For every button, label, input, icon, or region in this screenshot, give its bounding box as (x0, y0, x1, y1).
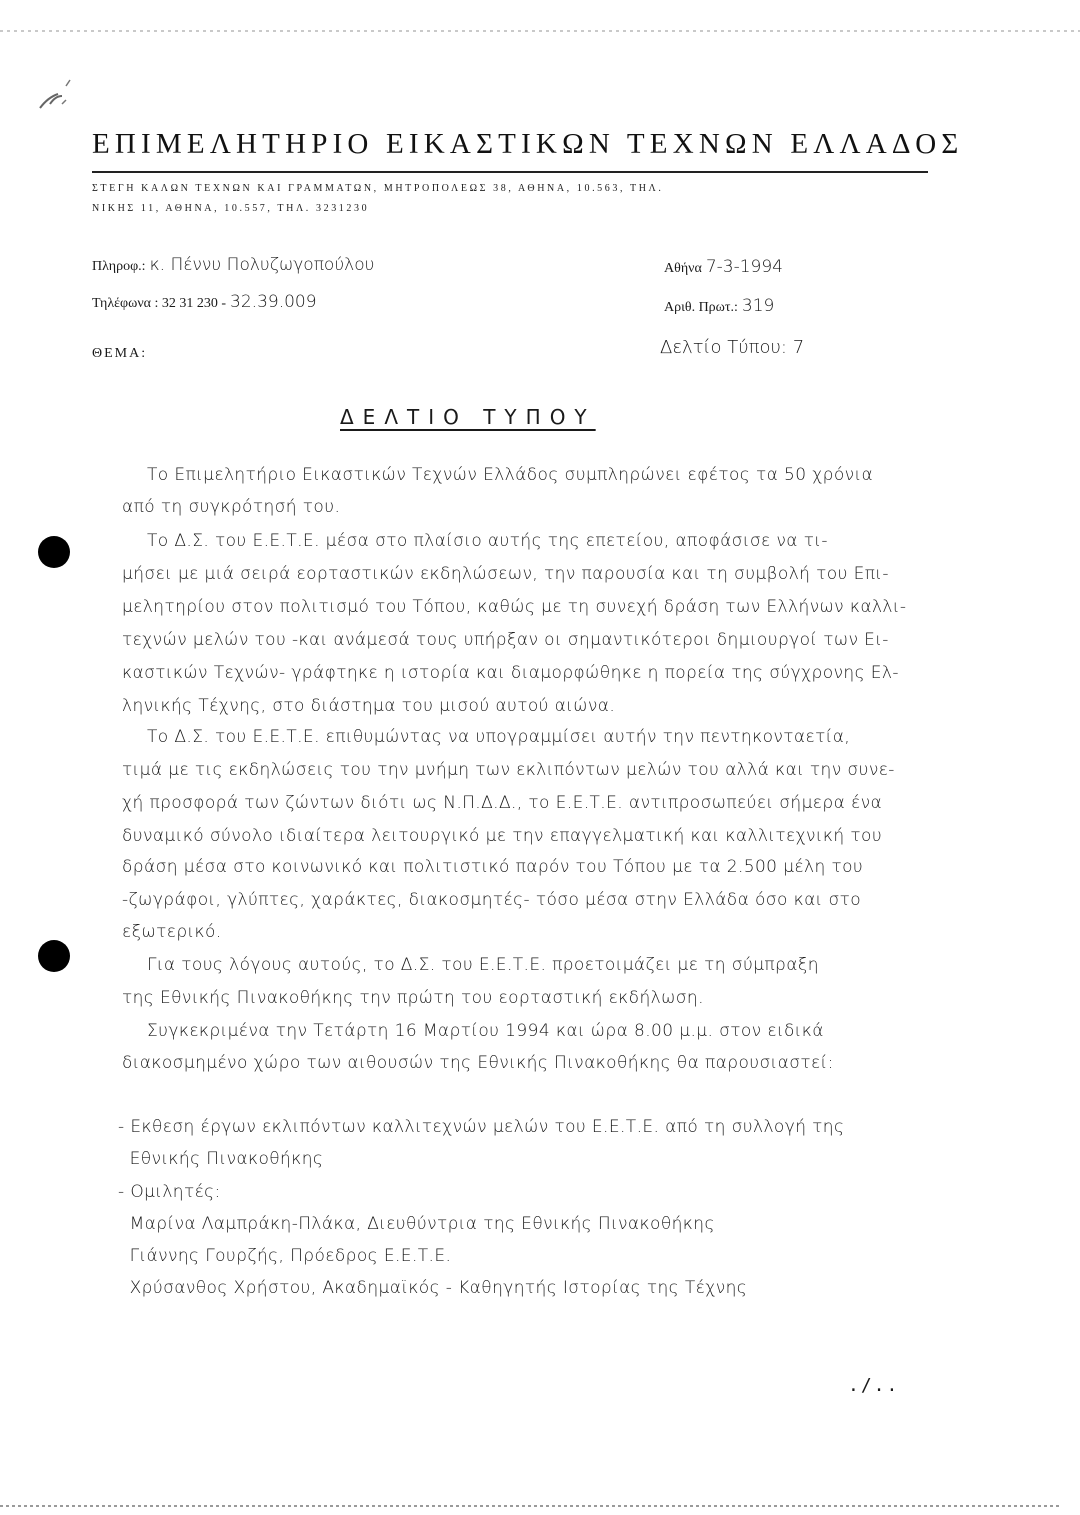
body-line: της Εθνικής Πινακοθήκης την πρώτη του εορταστική εκδήλωση. (122, 988, 704, 1008)
info-label: Πληροφ.: (92, 259, 146, 274)
document-title: ΔΕΛΤΙΟ ΤΥΠΟΥ (340, 405, 596, 429)
date-value: 7-3-1994 (705, 257, 783, 277)
info-value: κ. Πέννυ Πολυζωγοπούλου (149, 255, 375, 275)
protocol-line (664, 296, 774, 316)
program-item: - Εκθεση έργων εκλιπόντων καλλιτεχνών μελών του Ε.Ε.Τ.Ε. από τη συλλογή της (118, 1117, 845, 1137)
punch-hole-top (38, 536, 70, 568)
body-line: ληνικής Τέχνης, στο διάστημα του μισού αυτού αιώνα. (122, 696, 616, 716)
date-line (664, 257, 783, 277)
program-item: Μαρίνα Λαμπράκη-Πλάκα, Διευθύντρια της Εθνικής Πινακοθήκης (118, 1214, 715, 1234)
body-line: μήσει με μιά σειρά εορταστικών εκδηλώσεων, την παρουσία και τη συμβολή του Επι- (122, 564, 889, 584)
body-line: Το Επιμελητήριο Εικαστικών Τεχνών Ελλάδος συμπληρώνει εφέτος τα 50 χρόνια (147, 465, 874, 485)
program-item: Γιάννης Γουρζής, Πρόεδρος Ε.Ε.Τ.Ε. (118, 1246, 452, 1266)
program-item: Εθνικής Πινακοθήκης (118, 1149, 324, 1169)
body-line: από τη συγκρότησή του. (122, 497, 341, 517)
punch-hole-bottom (38, 940, 70, 972)
letterhead-rule (92, 171, 928, 173)
city-label: Αθήνα (664, 261, 702, 276)
letterhead-organization: ΕΠΙΜΕΛΗΤΗΡΙΟ ΕΙΚΑΣΤΙΚΩΝ ΤΕΧΝΩΝ ΕΛΛΑΔΟΣ (92, 128, 964, 160)
body-line: -ζωγράφοι, γλύπτες, χαράκτες, διακοσμητές- τόσο μέσα στην Ελλάδα όσο και στο (122, 890, 862, 910)
program-item: Χρύσανθος Χρήστου, Ακαδημαϊκός - Καθηγητής Ιστορίας της Τέχνης (118, 1278, 748, 1298)
body-line: τεχνών μελών του -και ανάμεσά τους υπήρξαν οι σημαντικότεροι δημιουργοί των Ει- (122, 630, 889, 650)
theme-label: ΘΕΜΑ: (92, 346, 148, 361)
body-line: δράση μέσα στο κοινωνικό και πολιτιστικό παρόν του Τόπου με τα 2.500 μέλη του (122, 857, 864, 877)
letterhead-address-1: ΣΤΕΓΗ ΚΑΛΩΝ ΤΕΧΝΩΝ ΚΑΙ ΓΡΑΜΜΑΤΩΝ, ΜΗΤΡΟΠΟΛΕΩΣ 38, ΑΘΗΝΑ, 10.563, ΤΗΛ. (92, 183, 664, 194)
body-line: χή προσφορά των ζώντων διότι ως Ν.Π.Δ.Δ., το Ε.Ε.Τ.Ε. αντιπροσωπεύει σήμερα ένα (122, 793, 883, 813)
protocol-number: 319 (741, 296, 775, 316)
handwritten-mark (36, 74, 96, 114)
info-contact (92, 255, 374, 275)
body-line: Συγκεκριμένα την Τετάρτη 16 Μαρτίου 1994 και ώρα 8.00 μ.μ. στον ειδικά (147, 1021, 824, 1041)
scan-edge-top (0, 30, 1080, 32)
body-line: δυναμικό σύνολο ιδιαίτερα λειτουργικό με την επαγγελματική και καλλιτεχνική του (122, 826, 883, 846)
body-line: Το Δ.Σ. του Ε.Ε.Τ.Ε. μέσα στο πλαίσιο αυτής της επετείου, αποφάσισε να τι- (147, 531, 828, 551)
letterhead-address-2: ΝΙΚΗΣ 11, ΑΘΗΝΑ, 10.557, ΤΗΛ. 3231230 (92, 203, 370, 214)
scan-edge-bottom (0, 1505, 1060, 1507)
body-line: τιμά με τις εκδηλώσεις του την μνήμη των εκλιπόντων μελών του αλλά και την συνε- (122, 760, 895, 780)
program-item: - Ομιλητές: (118, 1182, 221, 1202)
body-line: Το Δ.Σ. του Ε.Ε.Τ.Ε. επιθυμώντας να υπογραμμίσει αυτήν την πεντηκονταετία, (147, 727, 851, 747)
page-continuation-mark: ./.. (848, 1375, 900, 1396)
body-line: μελητηρίου στον πολιτισμό του Τόπου, καθώς με τη συνεχή δράση των Ελλήνων καλλι- (122, 597, 907, 617)
body-line: εξωτερικό. (122, 922, 222, 942)
body-line: διακοσμημένο χώρο των αιθουσών της Εθνικής Πινακοθήκης θα παρουσιαστεί: (122, 1053, 834, 1073)
body-line: καστικών Τεχνών- γράφτηκε η ιστορία και διαμορφώθηκε η πορεία της σύγχρονης Ελ- (122, 663, 899, 683)
phone-value: 32.39.009 (230, 292, 317, 312)
phone-contact (92, 292, 317, 312)
phone-label: Τηλέφωνα : 32 31 230 - (92, 296, 227, 311)
protocol-label: Αριθ. Πρωτ.: (664, 300, 738, 315)
body-line: Για τους λόγους αυτούς, το Δ.Σ. του Ε.Ε.Τ.Ε. προετοιμάζει με τη σύμπραξη (147, 955, 819, 975)
bulletin-number: Δελτίο Τύπου: 7 (660, 337, 805, 358)
